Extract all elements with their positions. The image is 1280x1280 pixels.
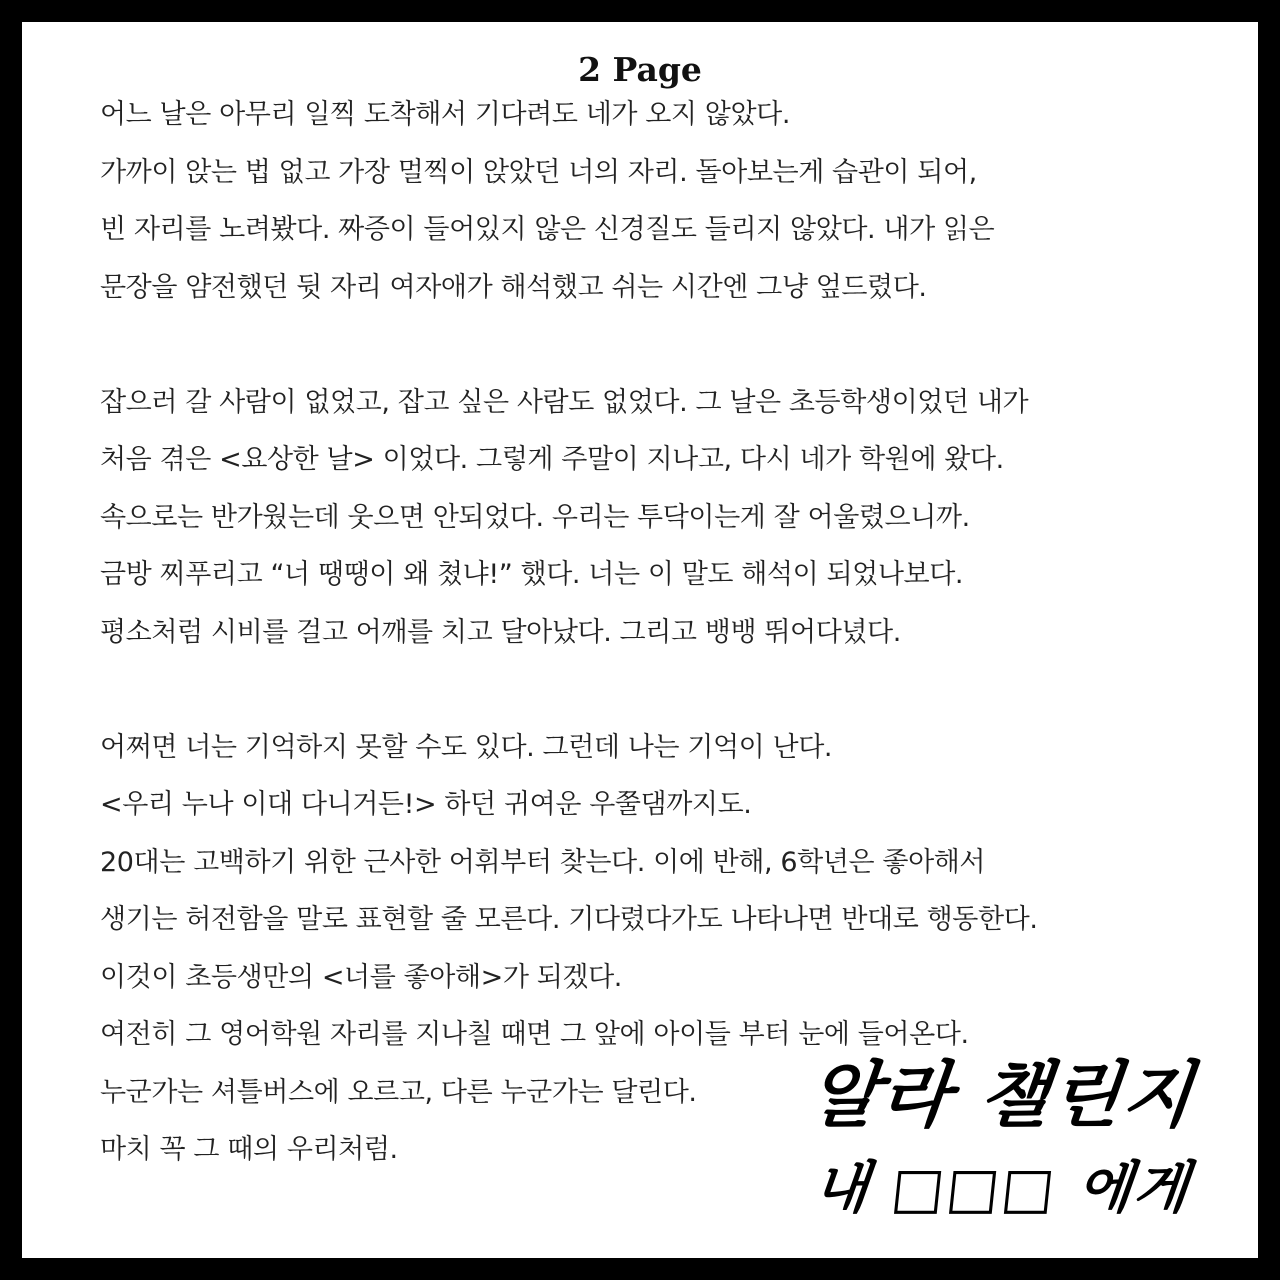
text-line: 가까이 앉는 법 없고 가장 멀찍이 앉았던 너의 자리. 돌아보는게 습관이 되어, bbox=[100, 156, 977, 188]
text-line: <우리 누나 이대 다니거든!> 하던 귀여운 우쭐댐까지도. bbox=[100, 789, 752, 820]
text-line: 금방 찌푸리고 “너 땡땡이 왜 쳤냐!” 했다. 너는 이 말도 해석이 되었나보다. bbox=[100, 559, 964, 590]
text-line: 어느 날은 아무리 일찍 도착해서 기다려도 네가 오지 않았다. bbox=[100, 99, 791, 130]
page-title: 2 Page bbox=[578, 50, 702, 89]
text-line: 이것이 초등생만의 <너를 좋아해>가 되겠다. bbox=[100, 961, 622, 993]
document-page bbox=[22, 22, 1258, 1258]
text-line: 문장을 얌전했던 뒷 자리 여자애가 해석했고 쉬는 시간엔 그냥 엎드렸다. bbox=[100, 271, 927, 303]
challenge-title: 알라 챌린지 bbox=[805, 1053, 1199, 1137]
text-line: 잡으러 갈 사람이 없었고, 잡고 싶은 사람도 없었다. 그 날은 초등학생이었던 내가 bbox=[100, 386, 1029, 418]
body-text bbox=[100, 86, 1220, 1179]
challenge-subtitle: 내 □□□ 에게 bbox=[810, 1156, 1194, 1221]
text-line: 처음 겪은 <요상한 날> 이었다. 그렇게 주말이 지나고, 다시 네가 학원에 왔다. bbox=[100, 444, 1004, 475]
text-line: 마치 꼭 그 때의 우리처럼. bbox=[100, 1134, 398, 1165]
text-line: 빈 자리를 노려봤다. 짜증이 들어있지 않은 신경질도 들리지 않았다. 내가 읽은 bbox=[100, 214, 995, 245]
text-line: 20대는 고백하기 위한 근사한 어휘부터 찾는다. 이에 반해, 6학년은 좋아해서 bbox=[100, 846, 986, 878]
text-line: 평소처럼 시비를 걸고 어깨를 치고 달아났다. 그리고 뱅뱅 뛰어다녔다. bbox=[100, 616, 901, 648]
text-line: 속으로는 반가웠는데 웃으면 안되었다. 우리는 투닥이는게 잘 어울렸으니까. bbox=[100, 501, 970, 533]
text-line: 누군가는 셔틀버스에 오르고, 다른 누군가는 달린다. bbox=[100, 1076, 697, 1108]
paragraph-1 bbox=[100, 86, 1220, 316]
text-line: 여전히 그 영어학원 자리를 지나칠 때면 그 앞에 아이들 부터 눈에 들어온다. bbox=[100, 1019, 969, 1050]
paragraph-2 bbox=[100, 374, 1220, 662]
text-line: 어쩌면 너는 기억하지 못할 수도 있다. 그런데 나는 기억이 난다. bbox=[100, 731, 833, 763]
challenge-badge bbox=[782, 1050, 1222, 1240]
text-line: 생기는 허전함을 말로 표현할 줄 모른다. 기다렸다가도 나타나면 반대로 행동한다. bbox=[100, 904, 1038, 935]
